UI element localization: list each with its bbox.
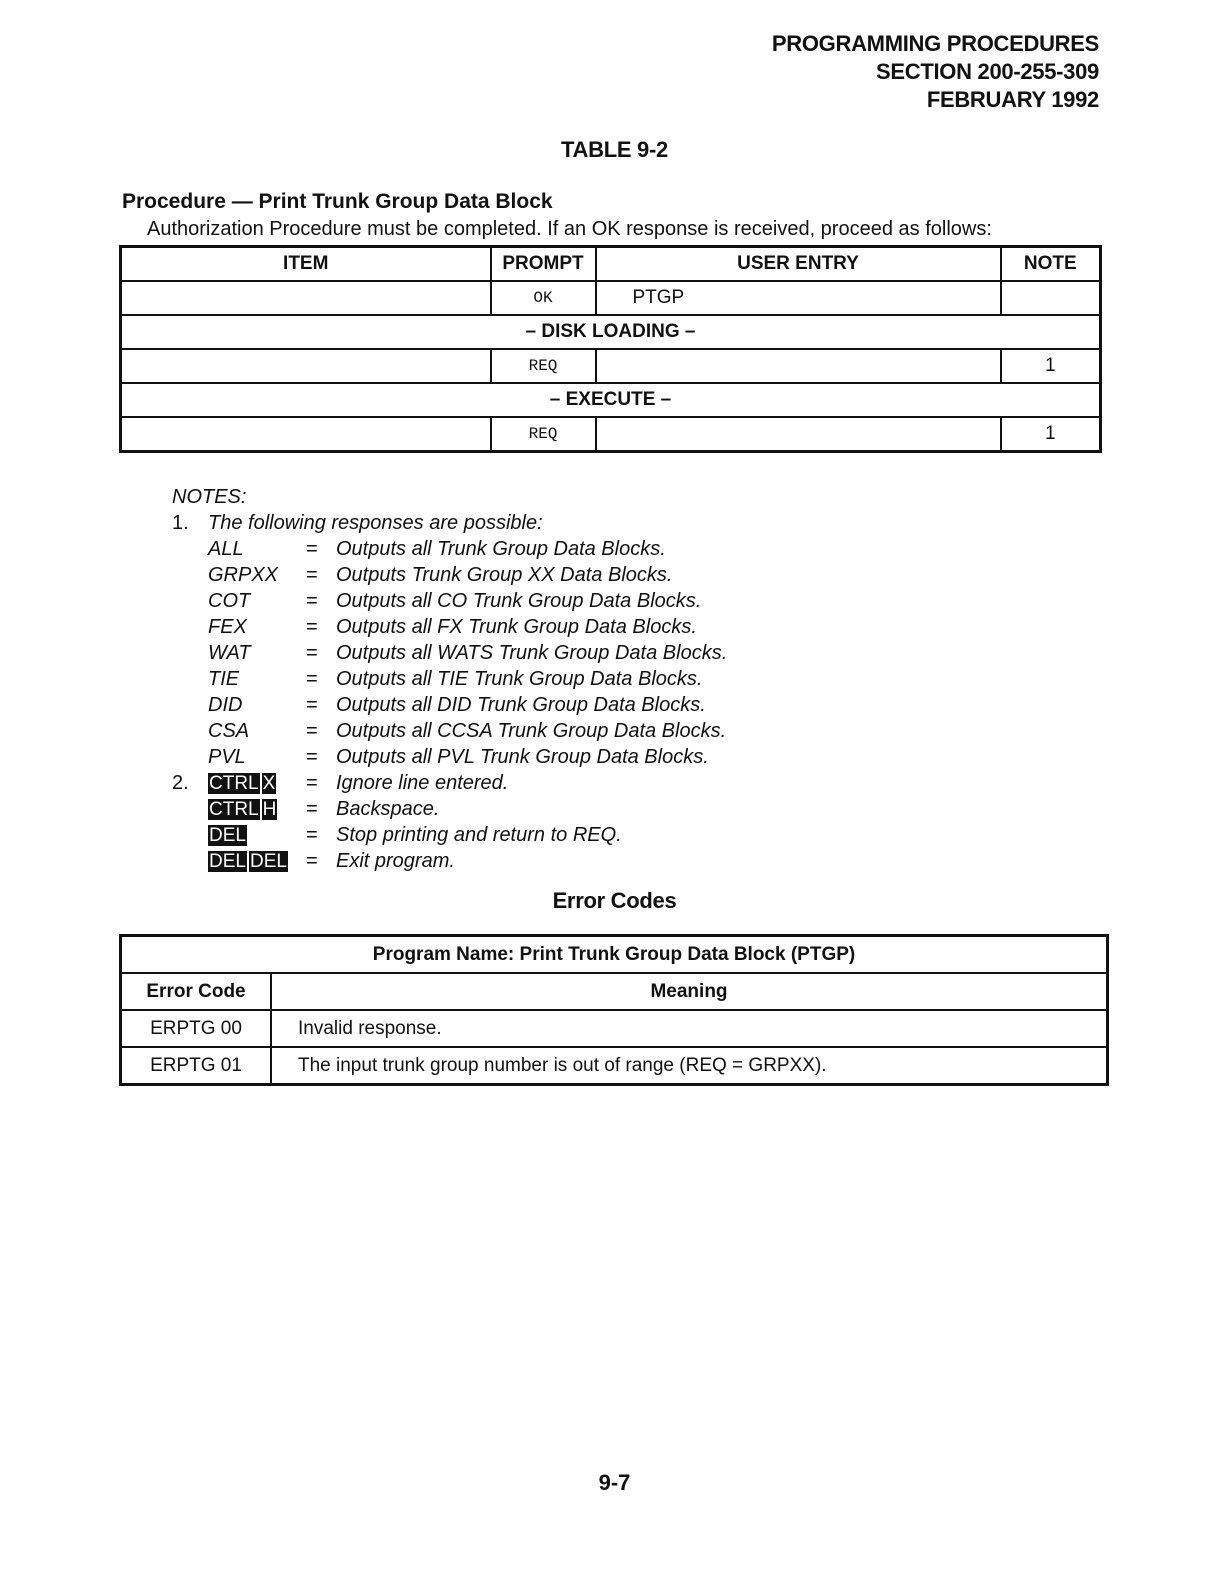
key-cap: H [262,799,277,820]
key-combo [208,770,278,797]
equals-sign: = [306,564,318,586]
item-cell [121,417,491,452]
key-description: Stop printing and return to REQ. [336,824,622,846]
procedure-table [119,245,1102,453]
equals-sign: = [306,616,318,638]
response-item [172,640,728,666]
response-code: COT [208,590,251,612]
item-cell [121,349,491,383]
program-name: Program Name: Print Trunk Group Data Block (PTGP) [121,936,1108,974]
error-codes-table [119,934,1109,1086]
page-number: 9-7 [598,1470,631,1495]
response-description: Outputs all PVL Trunk Group Data Blocks. [336,746,709,768]
response-description: Outputs all CO Trunk Group Data Blocks. [336,590,702,612]
col-meaning-header: Meaning [271,973,1108,1010]
key-description: Exit program. [336,850,455,872]
key-description: Backspace. [336,798,440,820]
table-row [121,281,1101,315]
prompt-cell: REQ [491,349,596,383]
response-item [172,588,702,614]
col-note-header: NOTE [1001,247,1101,282]
response-item [172,666,703,692]
table-title: TABLE 9-2 [561,137,668,162]
table-row [121,417,1101,452]
table-row [121,1010,1108,1047]
prompt-cell: REQ [491,417,596,452]
response-item [172,536,666,562]
response-code: WAT [208,642,251,664]
key-list [172,770,622,874]
key-cap: X [262,773,276,794]
section-row [121,315,1101,349]
note-1 [172,510,543,536]
error-codes-title: Error Codes [552,888,677,913]
procedure-title: Procedure — Print Trunk Group Data Block [122,190,553,213]
col-item-header: ITEM [121,247,491,282]
response-code: TIE [208,668,240,690]
page-header [772,30,1099,114]
response-description: Outputs all Trunk Group Data Blocks. [336,538,666,560]
note-2-number: 2. [172,772,189,794]
equals-sign: = [306,720,318,742]
equals-sign: = [306,694,318,716]
notes-title: NOTES: [172,486,247,508]
col-user-entry-header: USER ENTRY [596,247,1001,282]
notes-section [172,484,728,874]
key-combo [208,848,290,875]
section-label-execute: – EXECUTE – [121,383,1101,417]
equals-sign: = [306,642,318,664]
table-row [121,349,1101,383]
equals-sign: = [306,590,318,612]
col-prompt-header: PROMPT [491,247,596,282]
equals-sign: = [306,850,318,872]
key-item [172,770,509,796]
key-item [172,848,455,874]
response-description: Outputs all FX Trunk Group Data Blocks. [336,616,697,638]
key-description: Ignore line entered. [336,772,509,794]
key-cap: DEL [209,851,246,872]
col-error-code-header: Error Code [121,973,272,1010]
note-cell: 1 [1001,417,1101,452]
section-label-disk-loading: – DISK LOADING – [121,315,1101,349]
response-code: FEX [208,616,247,638]
response-description: Outputs all DID Trunk Group Data Blocks. [336,694,706,716]
user-entry-cell [596,417,1001,452]
header-title: PROGRAMMING PROCEDURES [771,31,1099,56]
equals-sign: = [306,746,318,768]
response-description: Outputs all TIE Trunk Group Data Blocks. [336,668,703,690]
equals-sign: = [306,824,318,846]
error-meaning-cell: The input trunk group number is out of range (REQ = GRPXX). [271,1047,1108,1085]
equals-sign: = [306,772,318,794]
response-description: Outputs all WATS Trunk Group Data Blocks. [336,642,728,664]
prompt-cell: OK [491,281,596,315]
response-list [172,536,728,770]
header-section: SECTION 200-255-309 [876,59,1099,84]
response-item [172,692,706,718]
response-description: Outputs Trunk Group XX Data Blocks. [336,564,673,586]
user-entry-cell: PTGP [596,281,1001,315]
table-row [121,1047,1108,1085]
equals-sign: = [306,538,318,560]
response-code: DID [208,694,243,716]
error-code-cell: ERPTG 00 [121,1010,272,1047]
user-entry-cell [596,349,1001,383]
response-item [172,614,697,640]
response-code: GRPXX [208,564,279,586]
error-meaning-cell: Invalid response. [271,1010,1108,1047]
note-cell: 1 [1001,349,1101,383]
response-code: CSA [208,720,250,742]
equals-sign: = [306,798,318,820]
key-cap: CTRL [209,799,259,820]
response-description: Outputs all CCSA Trunk Group Data Blocks. [336,720,727,742]
item-cell [121,281,491,315]
equals-sign: = [306,668,318,690]
response-item [172,718,727,744]
response-item [172,744,709,770]
key-combo [208,822,249,849]
note-1-number: 1. [172,512,189,534]
table-header-row [121,247,1101,282]
note-cell [1001,281,1101,315]
key-item [172,822,622,848]
error-code-cell: ERPTG 01 [121,1047,272,1085]
section-row [121,383,1101,417]
response-code: ALL [208,538,244,560]
authorization-text: Authorization Procedure must be completed. If an OK response is received, proceed as follows: [147,218,992,240]
error-header-row [121,973,1108,1010]
header-date: FEBRUARY 1992 [926,87,1099,112]
note-1-text: The following responses are possible: [208,512,543,534]
key-combo [208,796,279,823]
key-cap: DEL [249,851,287,872]
key-cap: CTRL [209,773,259,794]
response-code: PVL [208,746,246,768]
key-cap: DEL [209,825,246,846]
response-item [172,562,673,588]
key-item [172,796,440,822]
program-name-row [121,936,1108,974]
